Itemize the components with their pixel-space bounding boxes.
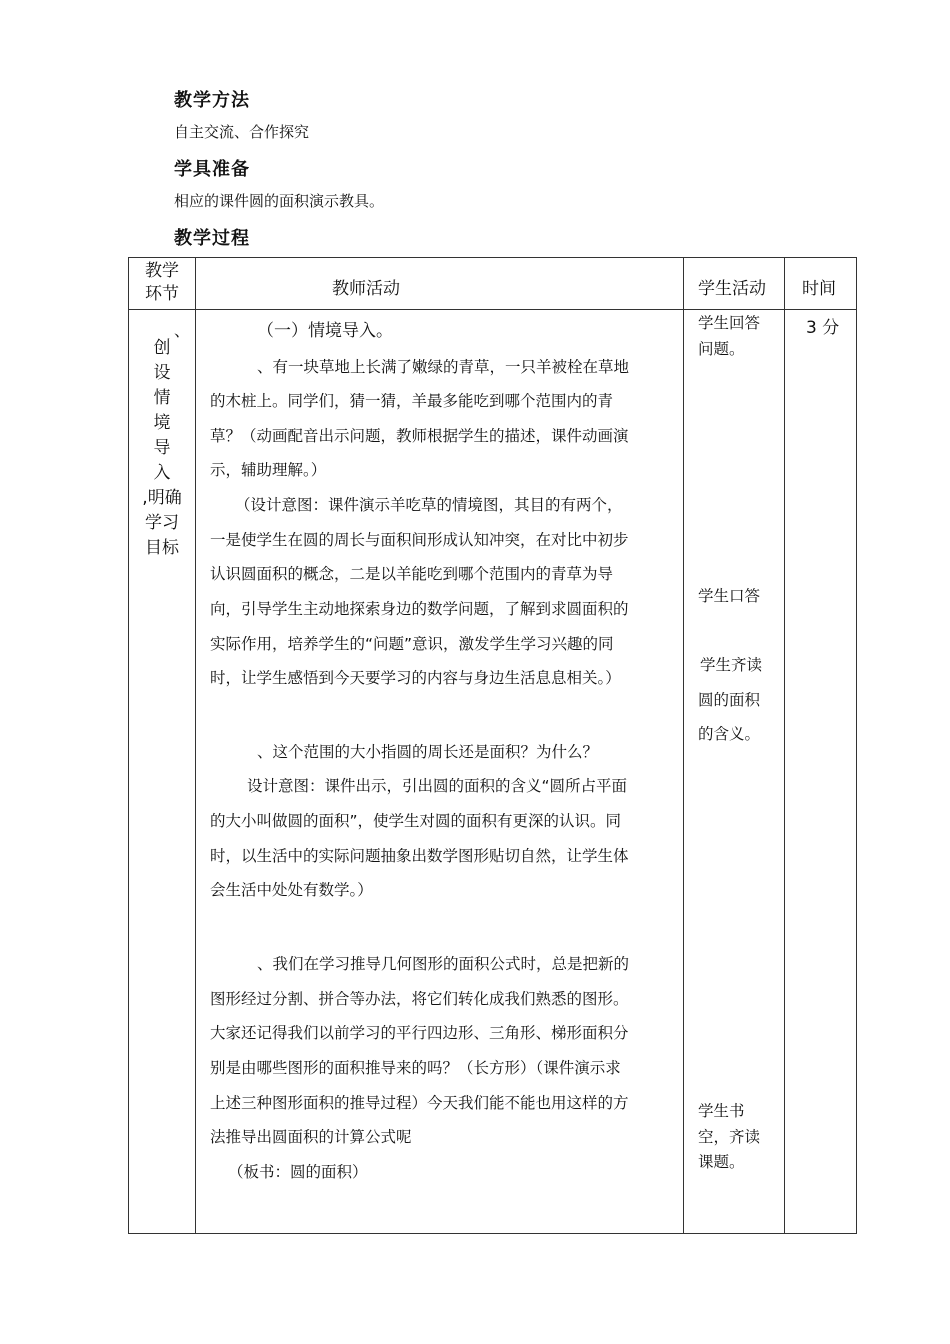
stage-comma: 、 — [174, 321, 191, 340]
table-top-border — [128, 257, 857, 258]
teacher-line: 时，以生活中的实际问题抽象出数学图形贴切自然，让学生体 — [210, 847, 629, 865]
teacher-line: 、我们在学习推导几何图形的面积公式时，总是把新的 — [257, 955, 630, 973]
process-heading: 教学过程 — [174, 228, 250, 249]
student-line: 空，齐读 — [698, 1128, 761, 1146]
stage-char: 导 — [153, 438, 171, 458]
table-col-divider-3 — [784, 257, 785, 1234]
student-line: 学生口答 — [698, 587, 761, 605]
header-student-activity: 学生活动 — [698, 279, 766, 299]
teacher-line: 认识圆面积的概念，二是以羊能吃到哪个范围内的青草为导 — [210, 565, 614, 583]
teacher-line: 的木桩上。同学们，猜一猜，羊最多能吃到哪个范围内的青 — [210, 392, 614, 410]
header-stage-line2: 环节 — [145, 284, 179, 304]
teacher-line: 法推导出圆面积的计算公式呢 — [210, 1128, 412, 1146]
teacher-line: 一是使学生在圆的周长与面积间形成认知冲突，在对比中初步 — [210, 531, 629, 549]
stage-char: 创 — [153, 338, 171, 358]
student-line: 的含义。 — [698, 725, 761, 743]
stage-char: 境 — [153, 413, 171, 433]
teacher-line: 示，辅助理解。） — [210, 461, 327, 479]
method-heading: 教学方法 — [174, 90, 250, 111]
teacher-line: 、这个范围的大小指圆的周长还是面积？为什么？ — [257, 743, 599, 761]
student-line: 圆的面积 — [698, 691, 761, 709]
stage-char: 入 — [153, 463, 171, 483]
teacher-line: 别是由哪些图形的面积推导来的吗？（长方形）（课件演示求 — [210, 1059, 621, 1077]
blackboard-note: （板书：圆的面积） — [228, 1163, 368, 1181]
stage-char: 设 — [153, 363, 171, 383]
header-stage-line1: 教学 — [145, 261, 179, 281]
time-value: 3 分 — [806, 318, 840, 338]
table-col-divider-2 — [683, 257, 684, 1234]
teacher-line: 草？（动画配音出示问题，教师根据学生的描述，课件动画演 — [210, 427, 629, 445]
header-time: 时间 — [802, 279, 836, 299]
stage-vertical-text — [128, 336, 196, 561]
teacher-line: 向，引导学生主动地探索身边的数学问题，了解到求圆面积的 — [210, 600, 629, 618]
stage-char: 情 — [153, 388, 171, 408]
stage-line-mingque: ,明确 — [142, 488, 182, 508]
method-text: 自主交流、合作探究 — [174, 123, 310, 141]
table-bottom-border — [128, 1233, 857, 1234]
student-line: 学生回答 — [698, 314, 761, 332]
prep-text: 相应的课件圆的面积演示教具。 — [174, 192, 385, 210]
teacher-line: 会生活中处处有数学。） — [210, 881, 373, 899]
table-right-border — [856, 257, 857, 1234]
teacher-line: 、有一块草地上长满了嫩绿的青草，一只羊被栓在草地 — [257, 358, 630, 376]
teacher-line: 图形经过分割、拼合等办法，将它们转化成我们熟悉的图形。 — [210, 990, 629, 1008]
header-stage — [128, 260, 196, 306]
teacher-line: 实际作用，培养学生的“问题”意识，激发学生学习兴趣的同 — [210, 635, 614, 653]
teacher-line: 的大小叫做圆的面积”，使学生对圆的面积有更深的认识。同 — [210, 812, 622, 830]
student-line: 学生齐读 — [700, 656, 763, 674]
teacher-line: 设计意图：课件出示，引出圆的面积的含义“圆所占平面 — [247, 777, 628, 795]
student-line: 学生书 — [698, 1102, 745, 1120]
teacher-line: 上述三种图形面积的推导过程）今天我们能不能也用这样的方 — [210, 1094, 629, 1112]
teacher-line: 大家还记得我们以前学习的平行四边形、三角形、梯形面积分 — [210, 1024, 629, 1042]
student-line: 问题。 — [698, 340, 745, 358]
prep-heading: 学具准备 — [174, 159, 250, 180]
section-title: （一）情境导入。 — [257, 321, 393, 341]
teacher-line: （设计意图：课件演示羊吃草的情境图，其目的有两个， — [235, 496, 623, 514]
stage-line-xuexi: 学习 — [145, 513, 179, 533]
header-teacher-activity: 教师活动 — [332, 279, 400, 299]
stage-line-mubiao: 目标 — [145, 538, 179, 558]
student-line: 课题。 — [698, 1153, 745, 1171]
teacher-line: 时，让学生感悟到今天要学习的内容与身边生活息息相关。） — [210, 669, 621, 687]
